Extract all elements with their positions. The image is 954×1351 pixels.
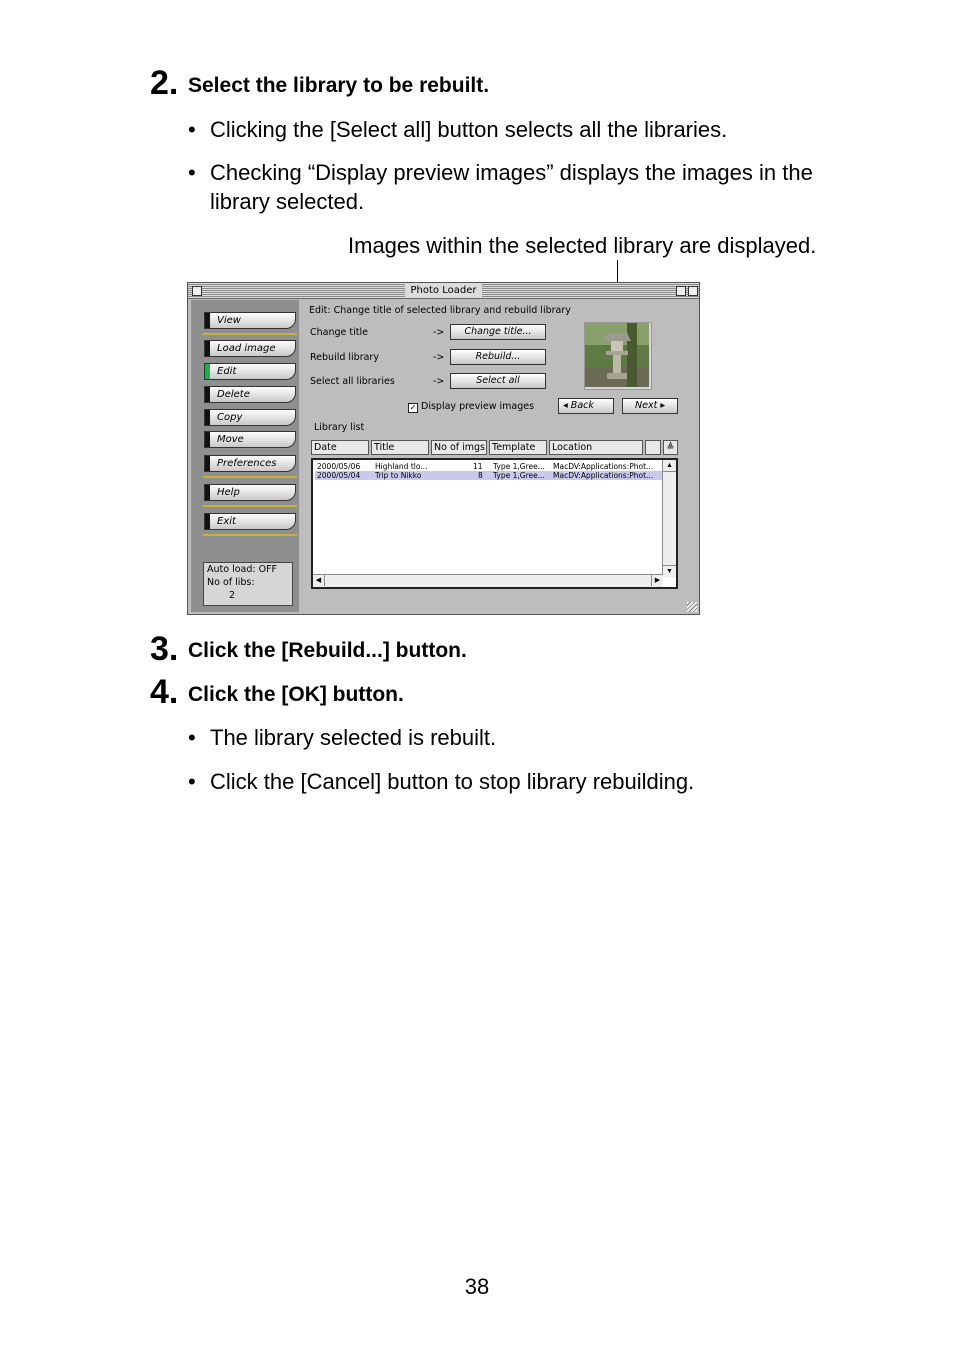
nav-help-button[interactable]: Help [204,484,296,501]
change-title-button[interactable]: Change title... [450,324,546,340]
arrow-label: -> [433,352,445,363]
nav-load-image-button[interactable]: Load image [204,340,296,357]
scroll-right-icon[interactable]: ▶ [651,575,663,586]
page-number: 38 [464,1274,490,1299]
column-header-location[interactable]: Location [549,440,643,455]
library-list-label: Library list [314,422,365,433]
next-button[interactable]: Next ▸ [622,398,678,414]
bullet-dot: • [188,117,196,142]
callout-text: Images within the selected library are displayed. [348,233,817,258]
divider [203,476,297,478]
title-bar[interactable] [188,283,699,299]
step-number: 2. [150,64,179,102]
table-row[interactable]: 2000/05/06 Highland tlo... 11 Type 1,Gree... MacDV:Applications:Phot... [317,462,654,471]
panel-heading: Edit: Change title of selected library and rebuild library [309,305,571,316]
step-number: 4. [150,673,179,711]
arrow-label: -> [433,376,445,387]
bullet-item: • Checking “Display preview images” displays the images in the library selected. [188,160,813,214]
divider [203,333,297,335]
column-header-title[interactable]: Title [371,440,429,455]
sort-icon[interactable]: ≜ [663,440,678,455]
window-title: Photo Loader [405,283,483,298]
step-title: Select the library to be rebuilt. [188,74,490,97]
bullet-item: • Click the [Cancel] button to stop library rebuilding. [188,769,695,794]
display-preview-checkbox[interactable]: ✓ Display preview images [409,401,535,412]
select-all-label: Select all libraries [310,376,395,387]
step-title: Click the [Rebuild...] button. [188,639,467,662]
triangle-right-icon: ▸ [657,400,666,411]
library-list[interactable] [311,458,678,589]
status-panel: Auto load: OFF No of libs: 2 [203,562,293,606]
collapse-box-icon[interactable] [688,286,698,296]
nav-delete-button[interactable]: Delete [204,386,296,403]
main-panel [301,300,697,612]
step-title: Click the [OK] button. [188,683,404,706]
close-box-icon[interactable] [192,286,202,296]
nav-edit-button[interactable]: Edit [204,363,296,380]
bullet-dot: • [188,725,196,750]
zoom-box-icon[interactable] [676,286,686,296]
nav-exit-button[interactable]: Exit [204,513,296,530]
sidebar [191,300,299,612]
nav-view-button[interactable]: View [204,312,296,329]
bullet-item: • The library selected is rebuilt. [188,725,497,750]
nav-preferences-button[interactable]: Preferences [204,455,296,472]
column-header-date[interactable]: Date [311,440,369,455]
vertical-scrollbar[interactable] [662,460,676,577]
preview-image [584,322,652,390]
divider [203,505,297,507]
arrow-label: -> [433,327,445,338]
scroll-down-icon[interactable]: ▼ [663,565,676,577]
rebuild-button[interactable]: Rebuild... [450,349,546,365]
scroll-up-icon[interactable]: ▲ [663,460,676,472]
divider [203,534,297,536]
bullet-dot: • [188,769,196,794]
back-button[interactable]: ◂ Back [558,398,614,414]
scroll-left-icon[interactable]: ◀ [313,575,325,586]
bullet-dot: • [188,160,196,185]
column-header-spacer [645,440,661,455]
rebuild-library-label: Rebuild library [310,352,379,363]
triangle-left-icon: ◂ [563,400,571,411]
nav-move-button[interactable]: Move [204,431,296,448]
bullet-item: • Clicking the [Select all] button selects all the libraries. [188,117,728,142]
photo-loader-window [187,282,700,615]
checkmark-icon: ✓ [409,403,417,412]
change-title-label: Change title [310,327,368,338]
column-header-count[interactable]: No of imgs [431,440,487,455]
horizontal-scrollbar[interactable] [313,574,663,587]
step-number: 3. [150,630,179,668]
column-header-template[interactable]: Template [489,440,547,455]
table-row[interactable]: 2000/05/04 Trip to Nikko 8 Type 1,Gree... MacDV:Applications:Phot... [315,471,663,480]
select-all-button[interactable]: Select all [450,373,546,389]
nav-copy-button[interactable]: Copy [204,409,296,426]
resize-handle-icon[interactable] [687,602,697,612]
